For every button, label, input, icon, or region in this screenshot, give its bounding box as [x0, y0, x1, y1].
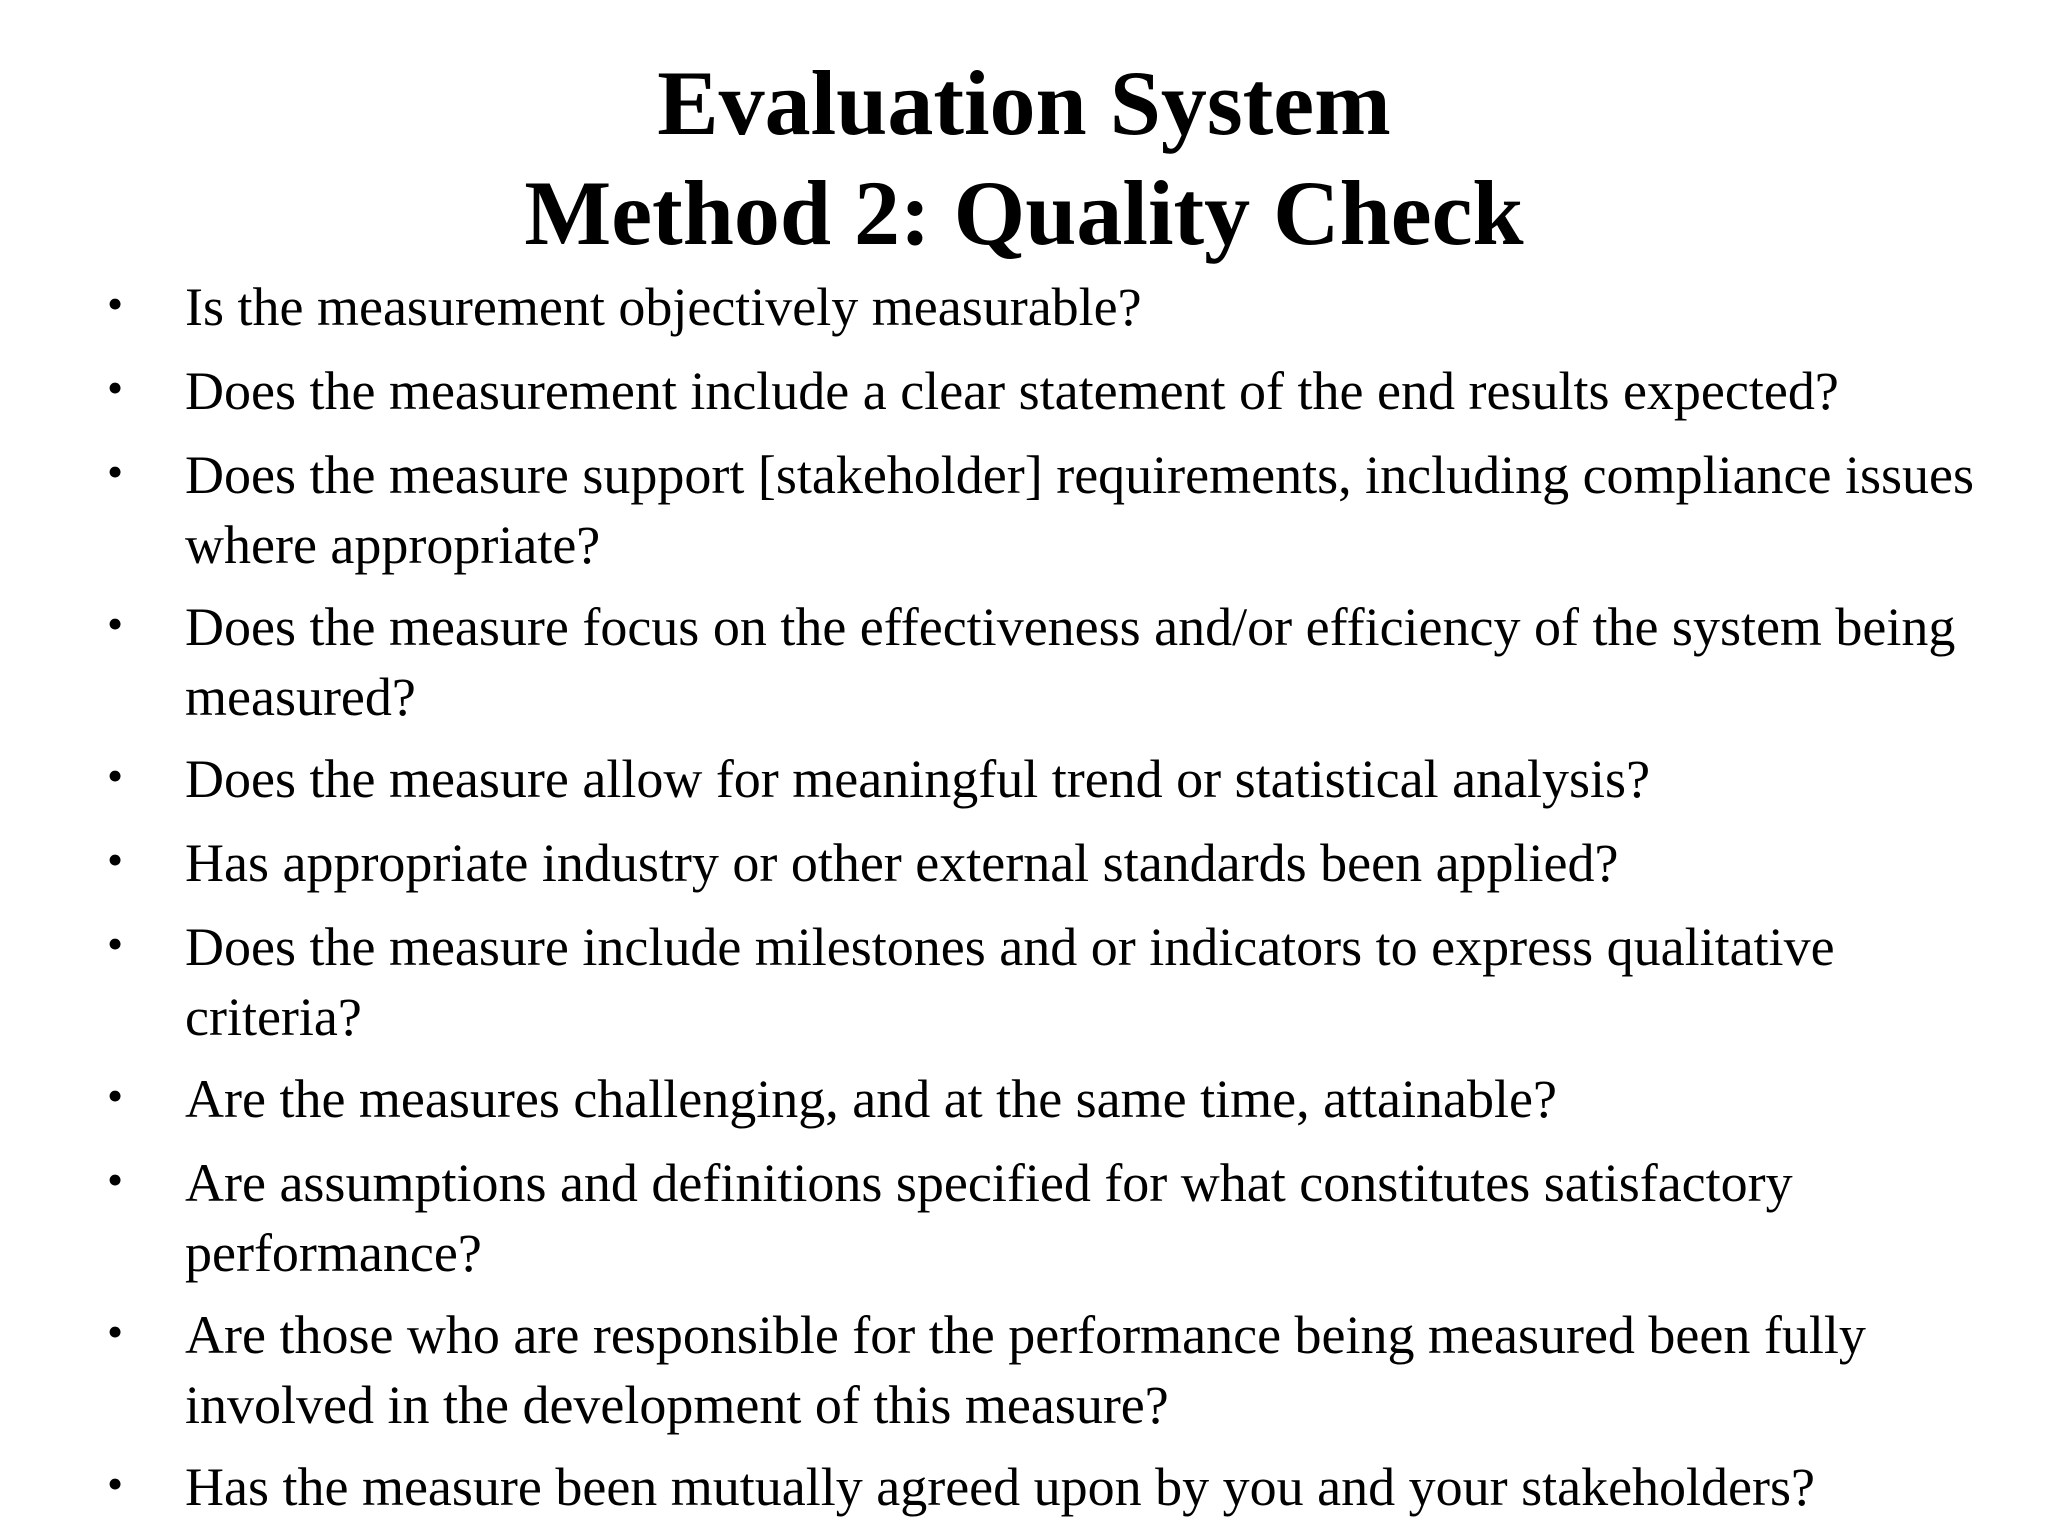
- list-item-text: Does the measure allow for meaningful trend or statistical analysis?: [185, 749, 1651, 809]
- list-item: [107, 828, 1985, 898]
- bullet-icon: •: [107, 278, 124, 329]
- list-item: [107, 1300, 1985, 1440]
- list-item-text: Are the measures challenging, and at the same time, attainable?: [185, 1069, 1557, 1129]
- slide-title: [0, 48, 2048, 268]
- bullet-icon: •: [107, 918, 124, 969]
- list-item: [107, 272, 1985, 342]
- list-item: [107, 912, 1985, 1052]
- bullet-icon: •: [107, 834, 124, 885]
- list-item-text: Does the measure support [stakeholder] requirements, including compliance issues where appropriate?: [185, 445, 1974, 575]
- list-item: [107, 1148, 1985, 1288]
- bullet-icon: •: [107, 1458, 124, 1509]
- list-item: [107, 356, 1985, 426]
- bullet-icon: •: [107, 362, 124, 413]
- list-item: [107, 1452, 1985, 1522]
- list-item-text: Are assumptions and definitions specified for what constitutes satisfactory performance?: [185, 1153, 1793, 1283]
- list-item-text: Does the measurement include a clear statement of the end results expected?: [185, 361, 1839, 421]
- list-item: [107, 744, 1985, 814]
- list-item-text: Has appropriate industry or other external standards been applied?: [185, 833, 1619, 893]
- bullet-icon: •: [107, 446, 124, 497]
- bullet-icon: •: [107, 750, 124, 801]
- bullet-icon: •: [107, 1070, 124, 1121]
- list-item-text: Are those who are responsible for the performance being measured been fully involved in the development of this measure?: [185, 1305, 1866, 1435]
- list-item-text: Is the measurement objectively measurable?: [185, 277, 1142, 337]
- title-line-1: Evaluation System: [657, 52, 1391, 154]
- title-line-2: Method 2: Quality Check: [524, 162, 1524, 264]
- bullet-icon: •: [107, 1154, 124, 1205]
- list-item-text: Does the measure include milestones and or indicators to express qualitative criteria?: [185, 917, 1835, 1047]
- list-item-text: Has the measure been mutually agreed upon by you and your stakeholders?: [185, 1457, 1815, 1517]
- list-item-text: Does the measure focus on the effectiveness and/or efficiency of the system being measured?: [185, 597, 1956, 727]
- list-item: [107, 1064, 1985, 1134]
- list-item: [107, 592, 1985, 732]
- bullet-icon: •: [107, 1306, 124, 1357]
- list-item: [107, 440, 1985, 580]
- bullet-icon: •: [107, 598, 124, 649]
